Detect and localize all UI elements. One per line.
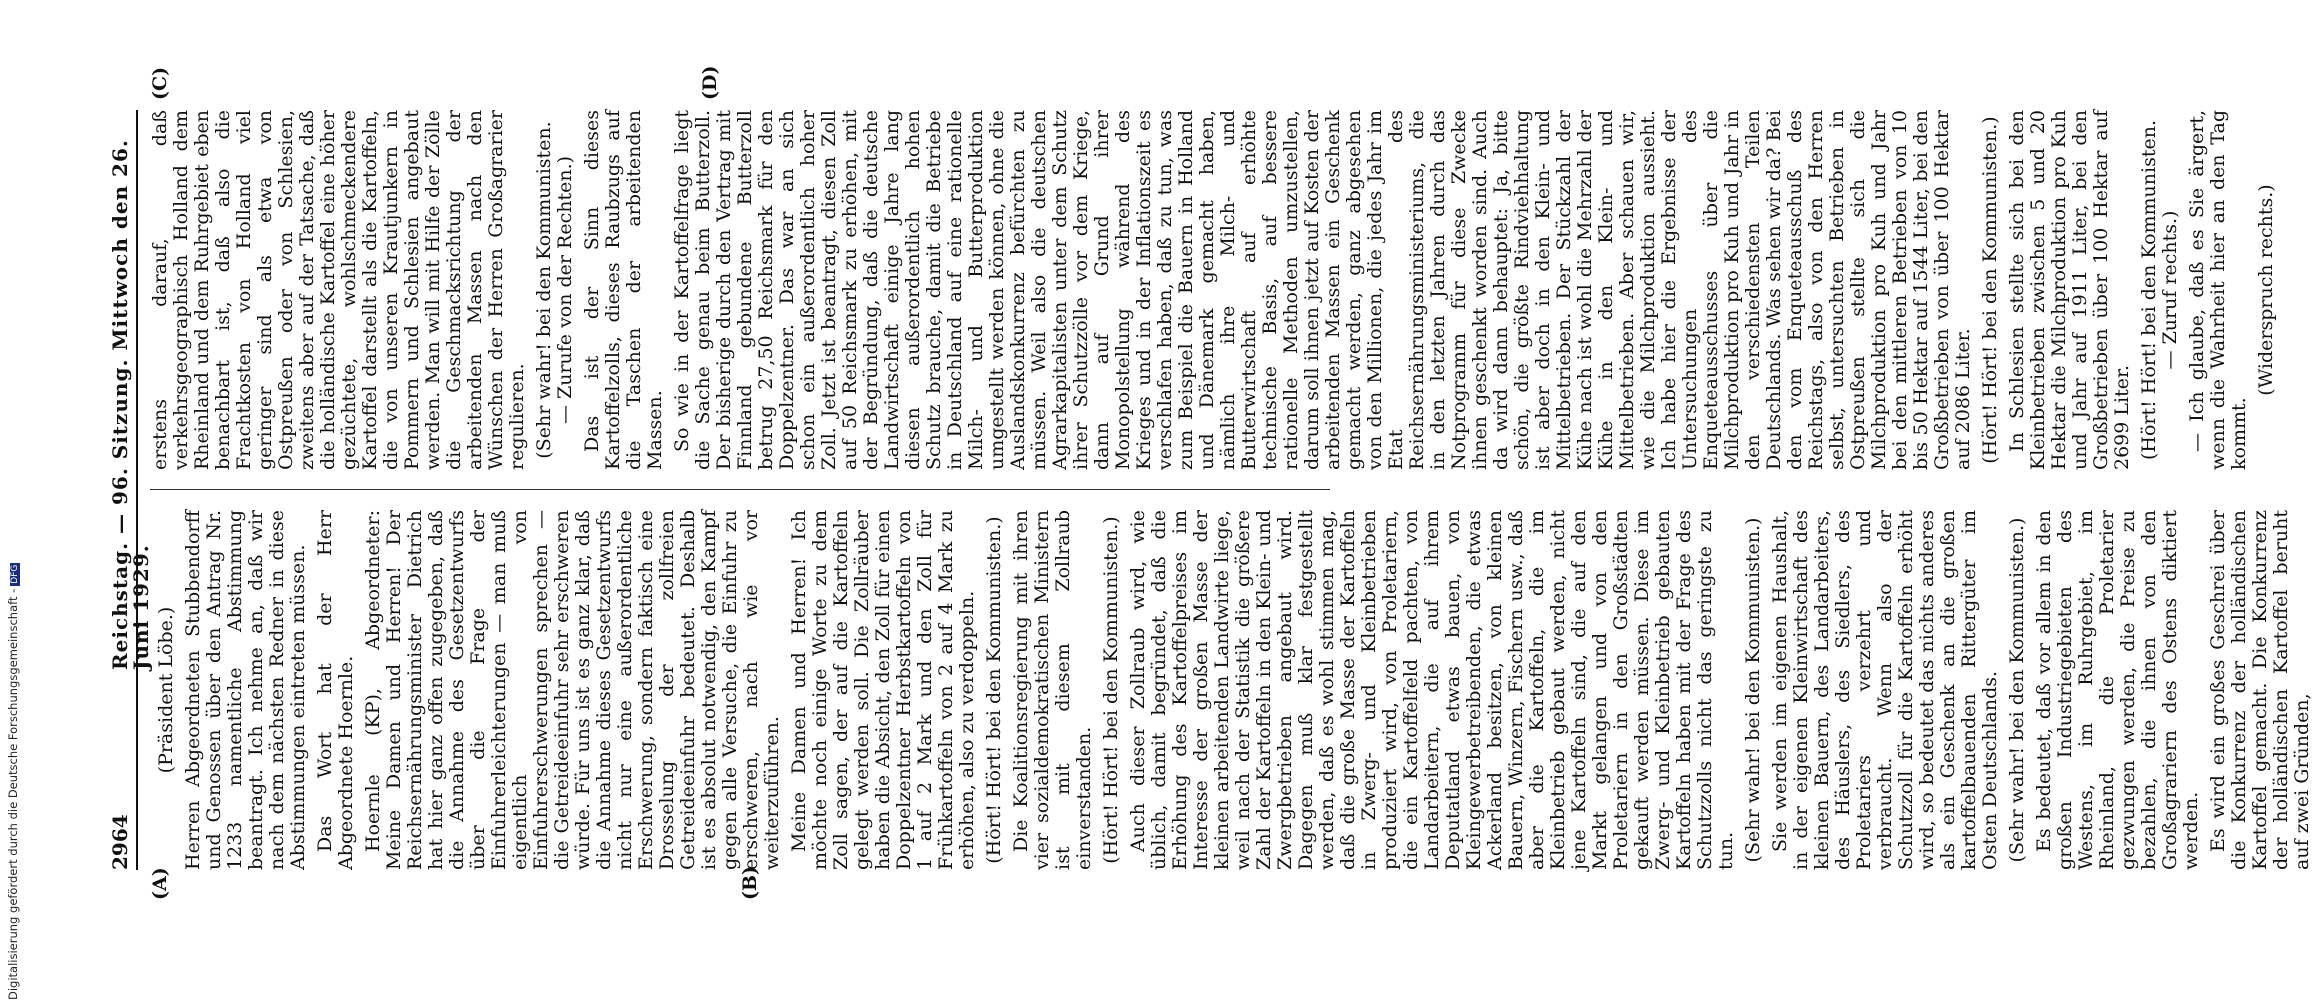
paragraph: So wie in der Kartoffelfrage liegt die Sache genau beim Butterzoll. Der bisherige durch den Vertrag mit Finnland gebundene Butterzoll betrug 27,50 Reichsmark für den Doppelzentner. Das war an sich schon ein außerordentlich hoher Zoll. Jetzt ist beantragt, diesen Zoll auf 50 Reichsmark zu erhöhen, mit der Begründung, daß die deutsche Landwirtschaft einige Jahre lang diesen außerordentlich hohen Schutz brauche, damit die Betriebe in Deutschland auf eine rationelle Milch- und Butterproduktion umgestellt werden können, ohne die Auslandskonkurrenz befürchten zu müssen. Weil also die deutschen Agrarkapitalisten unter dem Schutz ihrer Schutzzölle vor dem Kriege, dann auf Grund ihrer Monopolstellung während des Krieges und in der Inflationszeit es verschlafen haben, daß zu tun, was zum Beispiel die Bauern in Holland und Dänemark gemacht haben, nämlich ihre Milch- und Butterwirtschaft auf erhöhte technische Basis, auf bessere rationelle Methoden umzustellen, darum soll ihnen jetzt auf Kosten der arbeitenden Massen ein Geschenk gemacht werden, ganz abgesehen von den Millionen, die jedes Jahr im Etat des Reichsernährungsministeriums, die in den letzten Jahren durch das Notprogramm für diese Zwecke ihnen geschenkt worden sind. Auch da wird dann behauptet: Ja, bitte schön, die größte Rindviehhaltung ist aber doch in den Klein- und Mittelbetrieben. Der Stückzahl der Kühe nach ist wohl die Mehrzahl der Kühe in den Klein- und Mittelbetrieben. Aber schauen wir, wie die Milchproduktion aussieht. Ich habe hier die Ergebnisse der Untersuchungen des Enqueteausschusses über die Milchproduktion pro Kuh und Jahr in den verschiedensten Teilen Deutschlands. Was sehen wir da? Bei den vom Enqueteausschuß des Reichstags, also von den Herren selbst, untersuchten Betrieben in Ostpreußen stellte sich die Milchproduktion pro Kuh und Jahr bei den mittleren Betrieben von 10 bis 50 Hektar auf 1544 Liter, bei den Großbetrieben von über 100 Hektar auf 2086 Liter. xyxy=(671,110,1974,470)
paragraph: Hoernle (KP), Abgeordneter: Meine Damen und Herren! Der Reichsernährungsminister Dietrich hat hier ganz offen zugegeben, daß die Annahme des Gesetzentwurfs über die Frage der Einfuhrerleichterungen — man muß eigentlich von Einfuhrerschwerungen sprechen — die Getreideeinfuhr sehr erschweren würde. Für uns ist es ganz klar, daß die Annahme dieses Gesetzentwurfs nicht nur eine außerordentliche Erschwerung, sondern faktisch eine Drosselung der zollfreien Getreideeinfuhr bedeutet. Deshalb ist es absolut notwendig, den Kampf gegen alle Versuche, die Einfuhr zu erschweren, nach wie vor weiterzuführen. xyxy=(362,510,783,870)
paragraph: — Ich glaube, daß es Sie ärgert, wenn die Wahrheit hier an den Tag kommt. xyxy=(2186,110,2250,470)
paragraph: In Schlesien stellte sich bei den Kleinbetrieben zwischen 5 und 20 Hektar die Milchproduktion pro Kuh und Jahr auf 1911 Liter, bei den Großbetrieben über 100 Hektar auf 2699 Liter. xyxy=(2006,110,2133,470)
paragraph: Meine Damen und Herren! Ich möchte noch einige Worte zu dem Zoll sagen, der auf die Kartoffeln gelegt werden soll. Die Zollräuber haben die Absicht, den Zoll für einen Doppelzentner Herbstkartoffeln von 1 auf 2 Mark und den Zoll für Frühkartoffeln von 2 auf 4 Mark zu erhöhen, also zu verdoppeln. xyxy=(788,510,978,870)
paragraph: Herren Abgeordneten Stubbendorff und Genossen über den Antrag Nr. 1233 namentliche Abstimmung beantragt. Ich nehme an, daß wir nach dem nächsten Redner in diese Abstimmungen eintreten müssen. xyxy=(182,510,309,870)
interjection: (Hört! Hört! bei den Kommunisten.) xyxy=(1979,116,2001,464)
digitization-credit xyxy=(6,564,20,1000)
left-column xyxy=(150,510,2319,870)
dfg-logo-icon: DFG xyxy=(10,564,20,584)
margin-mark-d: (D) xyxy=(699,65,721,100)
speaker-heading: (Präsident Löbe.) xyxy=(155,606,177,774)
paragraph: Es bedeutet, daß vor allem in den großen Industriegebieten des Westens, im Ruhrgebiet, im Rheinland, die Proletarier gezwungen werden, die Preise zu bezahlen, die ihnen von den Großagrariern des Ostens diktiert werden. xyxy=(2033,510,2202,870)
margin-mark-b: (B) xyxy=(739,865,761,900)
interjection: (Widerspruch rechts.) xyxy=(2255,184,2277,396)
interjection: (Hört! Hört! bei den Kommunisten. — Zuruf rechts.) xyxy=(2138,119,2181,461)
interjection: (Sehr wahr! bei den Kommunisten.) xyxy=(2006,517,2028,863)
page-title: Reichstag. — 96. Sitzung. Mittwoch den 26. Juni 1929. xyxy=(108,139,153,670)
margin-mark-a: (A) xyxy=(149,867,171,900)
paragraph: Die Koalitionsregierung mit ihren vier sozialdemokratischen Ministern ist mit diesem Zollraub einverstanden. xyxy=(1010,510,1095,870)
interjection: (Hört! Hört! bei den Kommunisten.) xyxy=(1100,516,1122,864)
margin-mark-c: (C) xyxy=(149,66,171,100)
page-number: 2964 xyxy=(108,814,132,870)
paragraph: Das Wort hat der Herr Abgeordnete Hoernle. xyxy=(314,510,357,870)
paragraph: Es wird ein großes Geschrei über die Konkurrenz der holländischen Kartoffel gemacht. Die Konkurrenz der holländischen Kartoffel beruht auf zwei Gründen, xyxy=(2207,510,2313,870)
interjection: (Hört! Hört! bei den Kommunisten.) xyxy=(983,516,1005,864)
interjection: (Sehr wahr! bei den Kommunisten. — Zurufe von der Rechten.) xyxy=(533,121,576,459)
paragraph: erstens darauf, daß verkehrsgeographisch Holland dem Rheinland und dem Ruhrgebiet eben benachbart ist, daß also die Frachtkosten von Holland viel geringer sind als etwa von Ostpreußen oder von Schlesien, zweitens aber auf der Tatsache, daß die holländische Kartoffel eine höher gezüchtete, wohlschmeckendere Kartoffel darstellt als die Kartoffeln, die von unseren Krautjunkern in Pommern und Schlesien angebaut werden. Man will mit Hilfe der Zölle die Geschmacksrichtung der arbeitenden Massen nach den Wünschen der Herren Großagrarier regulieren. xyxy=(149,110,528,470)
page-header xyxy=(108,110,153,870)
credit-text: Digitalisierung gefördert durch die Deutsche Forschungsgemeinschaft - xyxy=(6,588,20,1000)
paragraph: Auch dieser Zollraub wird, wie üblich, damit begründet, daß die Erhöhung des Kartoffelpreises im Interesse der großen Masse der kleinen arbeitenden Landwirte liege, weil nach der Statistik die größere Zahl der Kartoffeln in den Klein- und Zwergbetrieben angebaut wird. Dagegen muß klar festgestellt werden, daß es wohl stimmen mag, daß die große Masse der Kartoffeln in Zwerg- und Kleinbetrieben produziert wird, von Proletariern, die ein Kartoffelfeld pachten, von Landarbeitern, die auf ihrem Deputatland etwas bauen, von Kleingewerbetreibenden, die etwas Ackerland besitzen, von kleinen Bauern, Winzern, Fischern usw., daß aber die Kartoffeln, die im Kleinbetrieb gebaut werden, nicht jene Kartoffeln sind, die auf den Markt gelangen und von den Proletariern in den Großstädten gekauft werden müssen. Diese im Zwerg- und Kleinbetrieb gebauten Kartoffeln haben mit der Frage des Schutzzolls nicht das geringste zu tun. xyxy=(1127,510,1737,870)
paragraph: Sie werden im eigenen Haushalt, in der eigenen Kleinwirtschaft des kleinen Bauern, des Landarbeiters, des Häuslers, des Siedlers, des Proletariers verzehrt und verbraucht. Wenn also der Schutzzoll für die Kartoffeln erhöht wird, so bedeutet das nichts anderes als ein Geschenk an die großen kartoffelbauenden Rittergüter im Osten Deutschlands. xyxy=(1769,510,2001,870)
paragraph: Das ist der Sinn dieses Kartoffelzolls, dieses Raubzugs auf die Taschen der arbeitenden Massen. xyxy=(581,110,666,470)
right-column xyxy=(150,110,2283,470)
interjection: (Sehr wahr! bei den Kommunisten.) xyxy=(1742,517,1764,863)
column-divider xyxy=(150,489,1330,490)
